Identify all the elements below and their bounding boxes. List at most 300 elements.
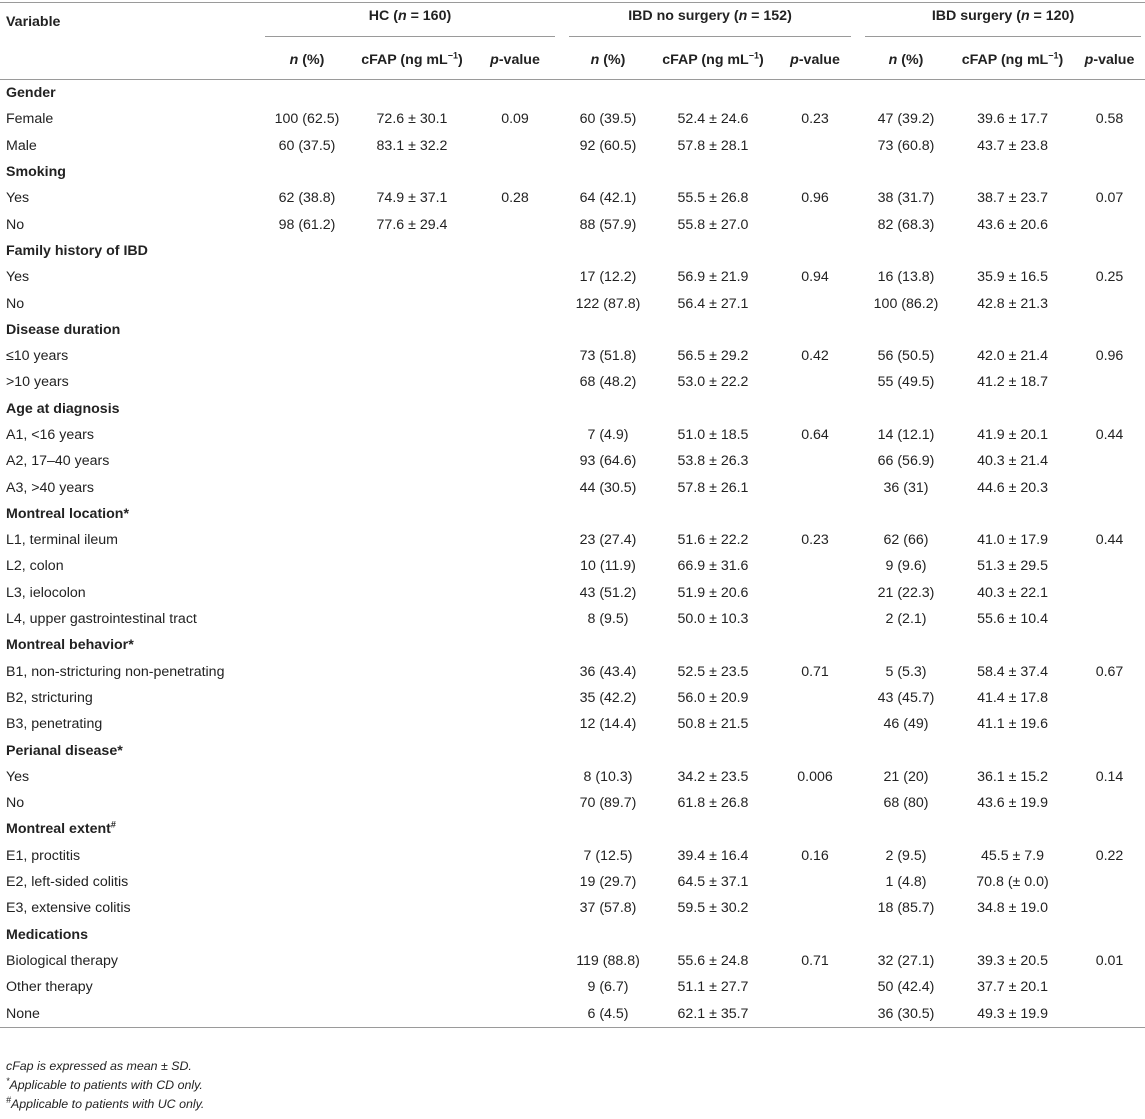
cell-n-percent: 36 (43.4) <box>579 663 637 680</box>
cell-n-percent: 9 (9.6) <box>885 558 927 575</box>
cell-p-value: 0.96 <box>801 190 829 207</box>
cell-p-value: 0.58 <box>1095 111 1124 128</box>
cell-p-value <box>1068 290 1145 316</box>
cell-cfap-value <box>353 580 465 606</box>
n-label: n <box>289 52 299 68</box>
cell-n-percent: 10 (11.9) <box>580 558 636 575</box>
cell-n-percent <box>255 606 353 632</box>
cell-n-percent: 93 (64.6) <box>579 453 637 470</box>
row-label: Yes <box>6 768 30 785</box>
p-rest: -value <box>498 52 540 68</box>
p-label: p <box>1084 52 1094 68</box>
cell-n-percent <box>255 869 353 895</box>
cell-p-value <box>465 448 559 474</box>
cell-n-percent: 2 (2.1) <box>885 611 927 628</box>
n-label: n <box>738 7 748 24</box>
table-row <box>0 211 1145 237</box>
row-label: A1, <16 years <box>6 427 94 443</box>
table-row <box>0 527 1145 553</box>
cell-cfap-value: 51.0 ± 18.5 <box>677 427 749 443</box>
cell-p-value: 0.67 <box>1095 663 1124 680</box>
cell-n-percent: 56 (50.5) <box>877 348 935 365</box>
cell-n-percent: 64 (42.1) <box>579 190 637 207</box>
cell-cfap-value: 49.3 ± 19.9 <box>977 1005 1048 1022</box>
cell-cfap-value: 34.8 ± 19.0 <box>977 900 1048 917</box>
cell-cfap-value: 51.1 ± 27.7 <box>677 979 749 996</box>
cell-n-percent: 88 (57.9) <box>579 216 637 233</box>
cell-cfap-value <box>353 343 465 369</box>
cell-n-percent: 17 (12.2) <box>579 269 637 286</box>
cell-cfap-value <box>353 869 465 895</box>
group-name: IBD no surgery <box>628 7 730 24</box>
cell-p-value: 0.23 <box>801 111 829 128</box>
header-subcolumns <box>0 41 1145 80</box>
cell-p-value: 0.42 <box>801 348 829 365</box>
table-row <box>0 659 1145 685</box>
category-label <box>0 632 1145 658</box>
cell-p-value: 0.25 <box>1095 269 1124 286</box>
table-row <box>0 106 1145 132</box>
cell-cfap-value <box>353 685 465 711</box>
cell-p-value <box>769 790 855 816</box>
cell-cfap-value: 70.8 (± 0.0) <box>976 874 1049 891</box>
category-row <box>0 816 1145 842</box>
table-row <box>0 895 1145 921</box>
cell-p-value <box>1068 1000 1145 1027</box>
cell-cfap-value: 72.6 ± 30.1 <box>376 111 448 128</box>
cell-n-percent <box>255 474 353 500</box>
cfap-close: ) <box>457 52 463 68</box>
cell-n-percent: 38 (31.7) <box>877 190 935 207</box>
cell-p-value <box>769 369 855 395</box>
cell-p-value <box>1068 133 1145 159</box>
cell-p-value: 0.01 <box>1095 952 1124 969</box>
cell-cfap-value <box>353 448 465 474</box>
cell-p-value <box>465 422 559 448</box>
cell-cfap-value: 55.6 ± 24.8 <box>677 952 749 969</box>
cell-n-percent: 21 (20) <box>883 768 929 785</box>
n-label: n <box>397 7 407 24</box>
n-label: n <box>888 52 898 68</box>
cell-cfap-value: 56.4 ± 27.1 <box>677 295 749 312</box>
cell-n-percent <box>255 895 353 921</box>
cell-p-value <box>769 711 855 737</box>
cell-p-value <box>465 790 559 816</box>
cell-n-percent <box>255 553 353 579</box>
cell-p-value: 0.07 <box>1095 190 1124 207</box>
footnote-text: Applicable to patients with CD only. <box>9 1078 203 1092</box>
cell-p-value <box>769 133 855 159</box>
cell-p-value <box>769 869 855 895</box>
cell-p-value <box>1068 790 1145 816</box>
cell-p-value <box>465 1000 559 1027</box>
cell-n-percent: 50 (42.4) <box>877 979 935 996</box>
row-label: Biological therapy <box>6 952 118 969</box>
row-label: ≤10 years <box>6 348 69 365</box>
n-label: n <box>1020 7 1030 24</box>
cell-p-value <box>465 264 559 290</box>
cell-p-value: 0.44 <box>1095 427 1124 443</box>
cell-cfap-value <box>353 606 465 632</box>
cfap-unit-exp: −1 <box>1048 50 1059 61</box>
category-mark: * <box>128 637 134 654</box>
pct-label: (%) <box>298 52 325 68</box>
cell-cfap-value <box>353 264 465 290</box>
header-variable: Variable <box>6 14 61 30</box>
cell-p-value <box>1068 211 1145 237</box>
category-label <box>0 159 1145 185</box>
cfap-close: ) <box>1058 52 1064 68</box>
category-text: Disease duration <box>6 321 121 338</box>
cell-cfap-value: 40.3 ± 22.1 <box>977 584 1048 601</box>
table-row <box>0 422 1145 448</box>
category-row <box>0 317 1145 343</box>
row-label: None <box>6 1005 40 1022</box>
cell-n-percent <box>255 343 353 369</box>
cell-p-value: 0.96 <box>1095 348 1124 365</box>
cell-p-value <box>1068 369 1145 395</box>
cell-n-percent: 32 (27.1) <box>877 952 935 969</box>
cell-n-percent: 7 (4.9) <box>587 427 629 443</box>
cell-cfap-value: 61.8 ± 26.8 <box>677 795 749 812</box>
category-label <box>0 922 1145 948</box>
cell-cfap-value: 64.5 ± 37.1 <box>677 874 749 891</box>
table-body <box>0 80 1145 1028</box>
category-text: Gender <box>6 85 56 102</box>
category-mark: * <box>117 742 123 759</box>
cell-p-value <box>465 580 559 606</box>
row-label: A2, 17–40 years <box>6 453 110 470</box>
table-row <box>0 685 1145 711</box>
cell-cfap-value: 42.0 ± 21.4 <box>977 348 1048 365</box>
cell-p-value <box>1068 711 1145 737</box>
category-row <box>0 501 1145 527</box>
cell-cfap-value <box>353 659 465 685</box>
cell-cfap-value: 39.4 ± 16.4 <box>677 847 749 864</box>
cell-cfap-value: 41.9 ± 20.1 <box>977 427 1048 443</box>
cell-cfap-value: 37.7 ± 20.1 <box>977 979 1048 996</box>
header-cfap <box>951 41 1068 80</box>
cell-n-percent: 68 (48.2) <box>579 374 637 391</box>
header-group-hc: HC (n = 160) <box>255 3 559 42</box>
row-label: B3, penetrating <box>6 716 103 733</box>
cell-p-value <box>465 974 559 1000</box>
cell-p-value <box>769 553 855 579</box>
footnote-mark: # <box>6 1094 12 1105</box>
table-row <box>0 606 1145 632</box>
cell-cfap-value: 52.4 ± 24.6 <box>677 111 749 128</box>
cell-p-value <box>1068 685 1145 711</box>
cell-n-percent <box>255 843 353 869</box>
row-label: E3, extensive colitis <box>6 900 131 917</box>
cell-p-value: 0.22 <box>1095 847 1124 864</box>
header-p-value <box>1068 41 1145 80</box>
category-text: Medications <box>6 926 88 943</box>
row-label: No <box>6 295 25 312</box>
cell-p-value <box>1068 474 1145 500</box>
cell-n-percent <box>255 369 353 395</box>
row-label: Male <box>6 137 37 154</box>
cell-n-percent: 9 (6.7) <box>587 979 629 996</box>
cell-cfap-value: 58.4 ± 37.4 <box>977 663 1048 680</box>
table-row <box>0 264 1145 290</box>
cell-cfap-value: 66.9 ± 31.6 <box>677 558 749 575</box>
category-text: Smoking <box>6 164 66 181</box>
cell-n-percent <box>255 1000 353 1027</box>
category-mark: * <box>123 505 129 522</box>
cell-n-percent <box>255 290 353 316</box>
cell-n-percent: 14 (12.1) <box>877 427 935 443</box>
cell-p-value: 0.71 <box>801 952 829 969</box>
table-row <box>0 133 1145 159</box>
row-label: B1, non-stricturing non-penetrating <box>6 663 225 680</box>
footnote-mean-sd: cFap is expressed as mean ± SD. <box>6 1059 192 1073</box>
cfap-label: cFAP (ng mL <box>961 52 1049 68</box>
cell-n-percent: 46 (49) <box>883 716 929 733</box>
pct-label: (%) <box>897 52 924 68</box>
table-row <box>0 869 1145 895</box>
cell-n-percent <box>255 448 353 474</box>
header-group-ibd-no-surgery: IBD no surgery (n = 152) <box>559 3 855 42</box>
cell-n-percent: 18 (85.7) <box>877 900 935 917</box>
cfap-label: cFAP (ng mL <box>361 52 448 68</box>
cell-cfap-value <box>353 790 465 816</box>
header-n-percent <box>855 41 951 80</box>
cell-cfap-value <box>353 895 465 921</box>
table-footnotes <box>6 1057 204 1114</box>
cell-cfap-value: 57.8 ± 28.1 <box>677 137 749 154</box>
cell-n-percent <box>255 659 353 685</box>
table-row <box>0 343 1145 369</box>
cell-n-percent: 23 (27.4) <box>579 532 637 549</box>
data-table <box>0 2 1145 1028</box>
cell-n-percent <box>255 974 353 1000</box>
cell-n-percent: 21 (22.3) <box>877 584 935 601</box>
cell-p-value <box>465 343 559 369</box>
row-label: No <box>6 795 25 812</box>
cell-cfap-value: 56.9 ± 21.9 <box>677 269 749 286</box>
header-cfap <box>353 41 465 80</box>
p-label: p <box>490 52 499 68</box>
cell-cfap-value: 83.1 ± 32.2 <box>376 137 448 154</box>
cell-p-value: 0.71 <box>801 663 829 680</box>
table-header <box>0 3 1145 80</box>
cell-p-value: 0.16 <box>801 847 829 864</box>
cell-p-value <box>1068 895 1145 921</box>
cell-cfap-value: 42.8 ± 21.3 <box>977 295 1048 312</box>
group-name: HC <box>368 7 390 24</box>
table-row <box>0 1000 1145 1027</box>
cell-p-value <box>1068 869 1145 895</box>
cell-n-percent: 5 (5.3) <box>885 663 927 680</box>
category-text: Montreal extent <box>6 821 111 838</box>
cell-cfap-value <box>353 474 465 500</box>
n-label: n <box>590 52 600 68</box>
cell-cfap-value: 77.6 ± 29.4 <box>376 216 448 233</box>
category-mark: # <box>110 819 116 830</box>
cell-n-percent: 62 (66) <box>883 532 929 549</box>
cell-cfap-value: 41.0 ± 17.9 <box>977 532 1048 549</box>
cell-n-percent: 73 (51.8) <box>579 348 637 365</box>
cell-p-value <box>769 211 855 237</box>
cell-p-value: 0.23 <box>801 532 829 549</box>
cell-cfap-value: 52.5 ± 23.5 <box>677 663 749 680</box>
cell-n-percent: 70 (89.7) <box>579 795 637 812</box>
cell-p-value <box>465 369 559 395</box>
row-label: L2, colon <box>6 558 64 575</box>
cell-cfap-value: 55.8 ± 27.0 <box>677 216 749 233</box>
cell-n-percent: 19 (29.7) <box>579 874 637 891</box>
cell-n-percent: 36 (30.5) <box>877 1005 935 1022</box>
cell-cfap-value <box>353 553 465 579</box>
cell-p-value <box>465 948 559 974</box>
cell-p-value <box>465 685 559 711</box>
header-group-ibd-surgery: IBD surgery (n = 120) <box>855 3 1145 42</box>
cell-p-value <box>465 764 559 790</box>
cell-cfap-value: 53.0 ± 22.2 <box>677 374 749 391</box>
table-row <box>0 948 1145 974</box>
cell-p-value <box>769 290 855 316</box>
cell-n-percent: 6 (4.5) <box>587 1005 629 1022</box>
cell-cfap-value: 41.2 ± 18.7 <box>977 374 1048 391</box>
category-label <box>0 317 1145 343</box>
cell-cfap-value: 56.5 ± 29.2 <box>677 348 749 365</box>
cell-n-percent: 44 (30.5) <box>579 479 637 496</box>
cell-cfap-value: 39.6 ± 17.7 <box>977 111 1048 128</box>
cell-n-percent <box>255 580 353 606</box>
cell-p-value <box>769 580 855 606</box>
category-text: Age at diagnosis <box>6 400 120 417</box>
row-label: E2, left-sided colitis <box>6 874 129 891</box>
table-row <box>0 843 1145 869</box>
row-label: B2, stricturing <box>6 689 93 706</box>
table-row <box>0 974 1145 1000</box>
cell-n-percent: 43 (45.7) <box>877 689 935 706</box>
n-value: = 160) <box>406 7 452 24</box>
cell-p-value <box>465 659 559 685</box>
cell-n-percent: 2 (9.5) <box>885 847 927 864</box>
category-label <box>0 80 1145 107</box>
category-row <box>0 632 1145 658</box>
cell-cfap-value: 57.8 ± 26.1 <box>677 479 749 496</box>
cell-cfap-value: 43.6 ± 19.9 <box>977 795 1048 812</box>
cell-p-value <box>465 290 559 316</box>
cell-p-value <box>465 211 559 237</box>
cell-n-percent: 68 (80) <box>883 795 929 812</box>
header-cfap <box>651 41 769 80</box>
category-row <box>0 922 1145 948</box>
header-p-value <box>769 41 855 80</box>
cell-p-value <box>769 448 855 474</box>
footnote-text: Applicable to patients with UC only. <box>11 1097 205 1111</box>
row-label: L4, upper gastrointestinal tract <box>6 611 197 628</box>
cell-p-value: 0.94 <box>801 269 829 286</box>
cell-cfap-value: 51.6 ± 22.2 <box>677 532 749 549</box>
cell-cfap-value: 36.1 ± 15.2 <box>977 768 1048 785</box>
cell-n-percent: 55 (49.5) <box>877 374 935 391</box>
row-label: Yes <box>6 190 30 207</box>
cell-p-value: 0.28 <box>501 190 529 207</box>
cell-cfap-value: 51.9 ± 20.6 <box>677 584 749 601</box>
cell-n-percent <box>255 422 353 448</box>
cfap-close: ) <box>758 52 764 68</box>
cell-p-value <box>769 895 855 921</box>
cell-cfap-value: 50.0 ± 10.3 <box>677 611 749 628</box>
cell-n-percent: 1 (4.8) <box>885 874 927 891</box>
cell-cfap-value <box>353 422 465 448</box>
cell-n-percent: 92 (60.5) <box>579 137 637 154</box>
cell-p-value: 0.09 <box>501 111 529 128</box>
cell-cfap-value: 35.9 ± 16.5 <box>977 269 1048 286</box>
category-row <box>0 396 1145 422</box>
table-row <box>0 580 1145 606</box>
cell-cfap-value: 40.3 ± 21.4 <box>977 453 1048 470</box>
cell-p-value <box>465 527 559 553</box>
cell-cfap-value <box>353 974 465 1000</box>
category-row <box>0 238 1145 264</box>
cell-p-value <box>769 474 855 500</box>
row-label: A3, >40 years <box>6 479 94 496</box>
cell-n-percent <box>255 264 353 290</box>
category-label <box>0 816 1145 842</box>
cell-n-percent <box>255 685 353 711</box>
category-label <box>0 737 1145 763</box>
cell-p-value <box>1068 606 1145 632</box>
cell-p-value <box>465 553 559 579</box>
cell-cfap-value: 41.4 ± 17.8 <box>977 689 1048 706</box>
cell-n-percent <box>255 527 353 553</box>
cell-n-percent <box>255 790 353 816</box>
table-row <box>0 369 1145 395</box>
cell-n-percent: 62 (38.8) <box>278 190 336 207</box>
cell-n-percent: 12 (14.4) <box>579 716 637 733</box>
table-row <box>0 790 1145 816</box>
cell-p-value: 0.44 <box>1095 532 1124 549</box>
cell-p-value: 0.64 <box>801 427 829 443</box>
category-label <box>0 396 1145 422</box>
n-value: = 152) <box>747 7 792 24</box>
cell-cfap-value: 34.2 ± 23.5 <box>677 768 749 785</box>
cell-n-percent: 16 (13.8) <box>877 269 935 286</box>
cell-p-value <box>465 133 559 159</box>
footnote-cd-only <box>6 1076 204 1095</box>
category-row <box>0 737 1145 763</box>
cell-n-percent: 60 (39.5) <box>579 111 637 128</box>
cell-p-value: 0.14 <box>1095 768 1124 785</box>
cell-n-percent: 8 (10.3) <box>583 768 633 785</box>
cell-n-percent: 119 (88.8) <box>576 952 640 969</box>
category-row <box>0 159 1145 185</box>
cell-cfap-value <box>353 369 465 395</box>
category-text: Family history of IBD <box>6 242 148 259</box>
category-label <box>0 238 1145 264</box>
cell-cfap-value <box>353 948 465 974</box>
row-label: Yes <box>6 269 30 286</box>
cell-p-value <box>769 606 855 632</box>
header-n-percent <box>559 41 651 80</box>
table-row <box>0 290 1145 316</box>
cell-cfap-value: 45.5 ± 7.9 <box>981 847 1045 864</box>
table-row <box>0 553 1145 579</box>
p-label: p <box>790 52 799 68</box>
row-label: Female <box>6 111 54 128</box>
cell-n-percent: 36 (31) <box>883 479 929 496</box>
cell-n-percent: 43 (51.2) <box>579 584 637 601</box>
cell-p-value <box>1068 580 1145 606</box>
cell-cfap-value: 39.3 ± 20.5 <box>977 952 1048 969</box>
cell-cfap-value: 50.8 ± 21.5 <box>677 716 749 733</box>
cell-cfap-value <box>353 290 465 316</box>
